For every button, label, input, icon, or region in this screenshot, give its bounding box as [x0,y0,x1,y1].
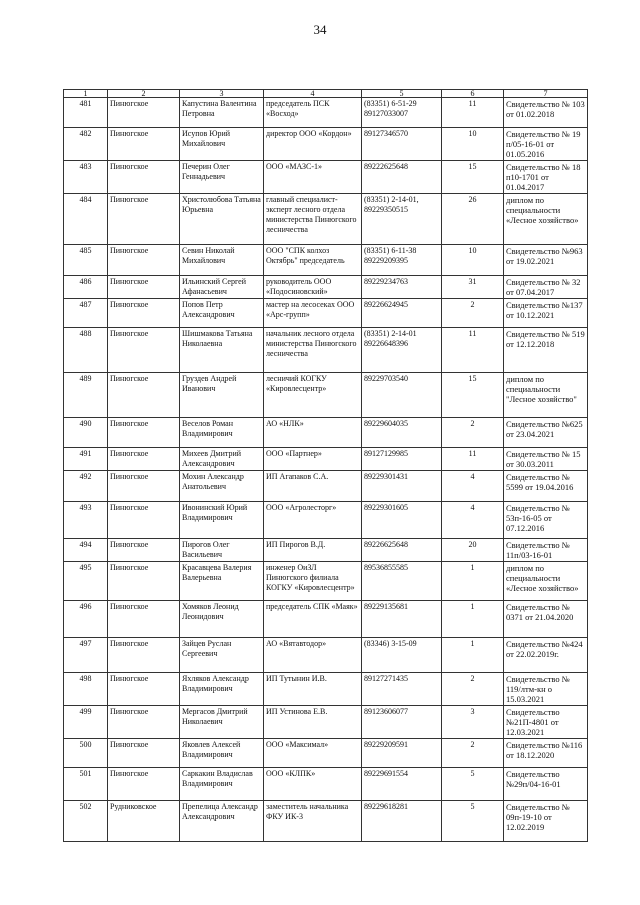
district-cell: Пинюгское [108,739,180,768]
district-cell: Пинюгское [108,373,180,418]
table-row [64,638,588,673]
organization-cell: ИП Тутынин И.В. [264,673,362,706]
person-name-cell: Яхляков Александр Владимирович [180,673,264,706]
phone-cell: 89229234763 [362,276,442,299]
district-cell: Пинюгское [108,562,180,601]
table-row [64,98,588,128]
document-cell: Свидетельство № 0371 от 21.04.2020 [504,601,588,638]
experience-cell: 11 [442,98,504,128]
phone-cell: (83351) 6-11-38 89229209395 [362,245,442,276]
organization-cell: ООО «Партнер» [264,448,362,471]
table-row [64,768,588,801]
header-cell: 4 [264,90,362,98]
document-cell: Свидетельство № 103 от 01.02.2018 [504,98,588,128]
district-cell: Пинюгское [108,418,180,448]
person-name-cell: Хомяков Леонид Леонидович [180,601,264,638]
district-cell: Пинюгское [108,245,180,276]
row-number: 498 [64,673,108,706]
district-cell: Пинюгское [108,502,180,539]
experience-cell: 31 [442,276,504,299]
experience-cell: 20 [442,539,504,562]
row-number: 490 [64,418,108,448]
header-cell: 2 [108,90,180,98]
table-row [64,448,588,471]
phone-cell: 89127129985 [362,448,442,471]
row-number: 482 [64,128,108,161]
table-row [64,502,588,539]
person-name-cell: Капустина Валентина Петровна [180,98,264,128]
table-row [64,706,588,739]
person-name-cell: Мергасов Дмитрий Николаевич [180,706,264,739]
experience-cell: 1 [442,562,504,601]
document-cell: Свидетельство № 53п-16-05 от 07.12.2016 [504,502,588,539]
person-name-cell: Севин Николай Михайлович [180,245,264,276]
organization-cell: АО «Вятавтодор» [264,638,362,673]
row-number: 497 [64,638,108,673]
phone-cell: 89229301605 [362,502,442,539]
document-cell: Свидетельство № 18 п10-1701 от 01.04.2017 [504,161,588,194]
table-row [64,161,588,194]
header-cell: 5 [362,90,442,98]
person-name-cell: Ивонинский Юрий Владимирович [180,502,264,539]
experience-cell: 2 [442,739,504,768]
document-cell: Свидетельство №137 от 10.12.2021 [504,299,588,328]
phone-cell: 89229604035 [362,418,442,448]
district-cell: Пинюгское [108,601,180,638]
person-name-cell: Зайцев Руслан Сергеевич [180,638,264,673]
table-row [64,128,588,161]
person-name-cell: Ильинский Сергей Афанасьевич [180,276,264,299]
phone-cell: 89127271435 [362,673,442,706]
district-cell: Пинюгское [108,128,180,161]
experience-cell: 15 [442,373,504,418]
row-number: 489 [64,373,108,418]
person-name-cell: Христолюбова Татьяна Юрьевна [180,194,264,245]
phone-cell: 89536855585 [362,562,442,601]
experts-table [63,89,588,842]
row-number: 486 [64,276,108,299]
district-cell: Пинюгское [108,299,180,328]
organization-cell: председатель СПК «Маяк» [264,601,362,638]
district-cell: Пинюгское [108,98,180,128]
district-cell: Пинюгское [108,276,180,299]
experience-cell: 11 [442,448,504,471]
header-row [64,90,588,98]
document-cell: Свидетельство № 5599 от 19.04.2016 [504,471,588,502]
row-number: 499 [64,706,108,739]
row-number: 488 [64,328,108,373]
document-cell: Свидетельство № 19 п/05-16-01 от 01.05.2016 [504,128,588,161]
table-row [64,539,588,562]
phone-cell: 89229135681 [362,601,442,638]
row-number: 500 [64,739,108,768]
document-cell: Свидетельство № 32 от 07.04.2017 [504,276,588,299]
document-cell: Свидетельство №963 от 19.02.2021 [504,245,588,276]
experience-cell: 2 [442,418,504,448]
organization-cell: ООО «Максимал» [264,739,362,768]
phone-cell: 89226624945 [362,299,442,328]
row-number: 502 [64,801,108,842]
experience-cell: 15 [442,161,504,194]
table-row [64,328,588,373]
table-row [64,299,588,328]
row-number: 484 [64,194,108,245]
district-cell: Пинюгское [108,194,180,245]
experience-cell: 5 [442,768,504,801]
district-cell: Пинюгское [108,161,180,194]
table-row [64,373,588,418]
row-number: 501 [64,768,108,801]
row-number: 494 [64,539,108,562]
document-cell: Свидетельство №424 от 22.02.2019г. [504,638,588,673]
table-row [64,739,588,768]
organization-cell: заместитель начальника ФКУ ИК-3 [264,801,362,842]
experience-cell: 10 [442,128,504,161]
organization-cell: ИП Пирогов В.Д. [264,539,362,562]
district-cell: Пинюгское [108,673,180,706]
header-cell: 1 [64,90,108,98]
experience-cell: 2 [442,299,504,328]
page-number: 34 [313,22,327,37]
district-cell: Пинюгское [108,471,180,502]
table-row [64,673,588,706]
person-name-cell: Мохин Александр Анатольевич [180,471,264,502]
document-cell: Свидетельство № 119/лтм-кн о 15.03.2021 [504,673,588,706]
organization-cell: АО «НЛК» [264,418,362,448]
experience-cell: 5 [442,801,504,842]
district-cell: Пинюгское [108,706,180,739]
document-cell: диплом по специальности «Лесное хозяйство» [504,562,588,601]
person-name-cell: Попов Петр Александрович [180,299,264,328]
phone-cell: 89229301431 [362,471,442,502]
experience-cell: 10 [442,245,504,276]
organization-cell: ООО «КЛПК» [264,768,362,801]
document-cell: диплом по специальности «Лесное хозяйство» [504,194,588,245]
experience-cell: 4 [442,471,504,502]
table-row [64,276,588,299]
person-name-cell: Саркакин Владислав Владимирович [180,768,264,801]
phone-cell: (83351) 2-14-01, 89229350515 [362,194,442,245]
experience-cell: 26 [442,194,504,245]
row-number: 493 [64,502,108,539]
document-cell: Свидетельство № 11п/03-16-01 [504,539,588,562]
document-cell: Свидетельство №29п/04-16-01 [504,768,588,801]
row-number: 483 [64,161,108,194]
experience-cell: 1 [442,601,504,638]
organization-cell: директор ООО «Кордон» [264,128,362,161]
table-row [64,194,588,245]
experience-cell: 1 [442,638,504,673]
organization-cell: ООО «МАЗС-1» [264,161,362,194]
table-row [64,601,588,638]
header-cell: 3 [180,90,264,98]
table-row [64,418,588,448]
document-cell: Свидетельство №116 от 18.12.2020 [504,739,588,768]
organization-cell: ИП Устинова Е.В. [264,706,362,739]
district-cell: Пинюгское [108,638,180,673]
table-row [64,801,588,842]
person-name-cell: Препелица Александр Александрович [180,801,264,842]
experience-cell: 11 [442,328,504,373]
phone-cell: 89229209591 [362,739,442,768]
phone-cell: 89226625648 [362,539,442,562]
person-name-cell: Шишмакова Татьяна Николаевна [180,328,264,373]
organization-cell: ИП Агапаков С.А. [264,471,362,502]
header-cell: 7 [504,90,588,98]
person-name-cell: Печерин Олег Геннадьевич [180,161,264,194]
phone-cell: (83351) 2-14-01 89226648396 [362,328,442,373]
district-cell: Пинюгское [108,328,180,373]
document-cell: Свидетельство №21П-4801 от 12.03.2021 [504,706,588,739]
table-row [64,245,588,276]
header-cell: 6 [442,90,504,98]
organization-cell: главный специалист-эксперт лесного отдела министерства Пинюгского лесничества [264,194,362,245]
experience-cell: 4 [442,502,504,539]
district-cell: Пинюгское [108,768,180,801]
experience-cell: 3 [442,706,504,739]
organization-cell: председатель ПСК «Восход» [264,98,362,128]
row-number: 485 [64,245,108,276]
person-name-cell: Красавцева Валерия Валерьевна [180,562,264,601]
district-cell: Рудниковское [108,801,180,842]
organization-cell: ООО «Агролесторг» [264,502,362,539]
row-number: 481 [64,98,108,128]
person-name-cell: Пирогов Олег Васильевич [180,539,264,562]
organization-cell: руководитель ООО «Подосиновский» [264,276,362,299]
person-name-cell: Веселов Роман Владимирович [180,418,264,448]
organization-cell: ООО "СПК колхоз Октябрь" председатель [264,245,362,276]
document-cell: диплом по специальности "Лесное хозяйство" [504,373,588,418]
table-row [64,562,588,601]
person-name-cell: Исупов Юрий Михайлович [180,128,264,161]
phone-cell: (83346) 3-15-09 [362,638,442,673]
district-cell: Пинюгское [108,539,180,562]
row-number: 496 [64,601,108,638]
phone-cell: 89229618281 [362,801,442,842]
row-number: 492 [64,471,108,502]
organization-cell: инженер ОиЗЛ Пинюгского филиала КОГКУ «Кировлесцентр» [264,562,362,601]
organization-cell: лесничий КОГКУ «Кировлесцентр» [264,373,362,418]
row-number: 491 [64,448,108,471]
phone-cell: (83351) 6-51-29 89127033007 [362,98,442,128]
table-row [64,471,588,502]
experience-cell: 2 [442,673,504,706]
document-cell: Свидетельство №625 от 23.04.2021 [504,418,588,448]
phone-cell: 89229703540 [362,373,442,418]
phone-cell: 89123606077 [362,706,442,739]
document-cell: Свидетельство № 519 от 12.12.2018 [504,328,588,373]
person-name-cell: Груздев Андрей Иванович [180,373,264,418]
district-cell: Пинюгское [108,448,180,471]
phone-cell: 89222625648 [362,161,442,194]
organization-cell: начальник лесного отдела министерства Пинюгского лесничества [264,328,362,373]
organization-cell: мастер на лесосеках ООО «Арс-групп» [264,299,362,328]
phone-cell: 89229691554 [362,768,442,801]
person-name-cell: Яковлев Алексей Владимирович [180,739,264,768]
phone-cell: 89127346570 [362,128,442,161]
document-cell: Свидетельство № 09п-19-10 от 12.02.2019 [504,801,588,842]
row-number: 495 [64,562,108,601]
document-cell: Свидетельство № 15 от 30.03.2011 [504,448,588,471]
person-name-cell: Михеев Дмитрий Александрович [180,448,264,471]
row-number: 487 [64,299,108,328]
